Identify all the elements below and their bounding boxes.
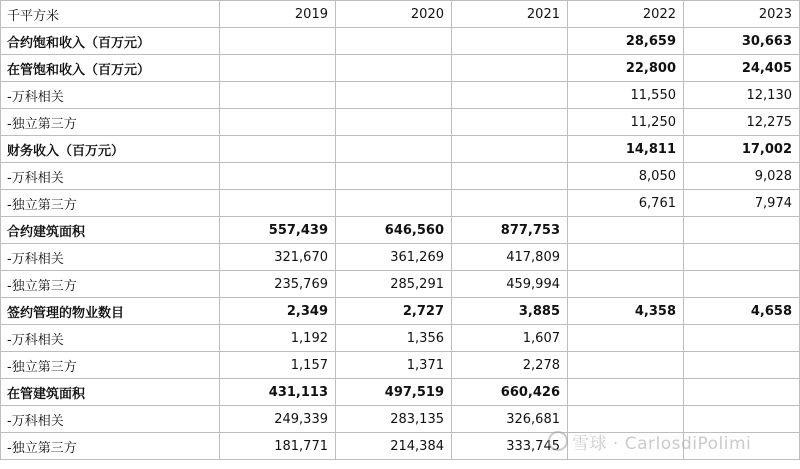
table-cell	[568, 433, 684, 460]
table-cell: 2,349	[220, 298, 336, 325]
table-cell	[568, 325, 684, 352]
table-cell: 8,050	[568, 163, 684, 190]
row-label: -万科相关	[1, 82, 220, 109]
table-cell	[336, 109, 452, 136]
table-cell: 283,135	[336, 406, 452, 433]
table-cell	[452, 55, 568, 82]
table-row	[1, 352, 800, 379]
table-cell	[684, 406, 800, 433]
table-cell: 1,157	[220, 352, 336, 379]
table-cell: 1,356	[336, 325, 452, 352]
table-row	[1, 244, 800, 271]
table-cell: 24,405	[684, 55, 800, 82]
table-cell: 326,681	[452, 406, 568, 433]
table-cell: 431,113	[220, 379, 336, 406]
table-cell	[568, 379, 684, 406]
table-cell	[336, 190, 452, 217]
table-cell: 1,607	[452, 325, 568, 352]
table-cell: 2,278	[452, 352, 568, 379]
year-header: 2020	[336, 1, 452, 28]
table-row	[1, 190, 800, 217]
table-cell	[452, 136, 568, 163]
header-row	[1, 1, 800, 28]
table-row	[1, 82, 800, 109]
row-label: -万科相关	[1, 163, 220, 190]
table-cell: 9,028	[684, 163, 800, 190]
year-header: 2019	[220, 1, 336, 28]
table-row	[1, 298, 800, 325]
table-cell: 646,560	[336, 217, 452, 244]
table-row	[1, 55, 800, 82]
table-cell: 321,670	[220, 244, 336, 271]
table-cell	[452, 28, 568, 55]
table-cell	[220, 136, 336, 163]
table-cell	[336, 82, 452, 109]
table-cell	[452, 190, 568, 217]
row-label: -独立第三方	[1, 271, 220, 298]
table-row	[1, 325, 800, 352]
table-cell	[568, 244, 684, 271]
table-cell: 1,371	[336, 352, 452, 379]
table-cell	[220, 109, 336, 136]
row-label: -万科相关	[1, 325, 220, 352]
table-cell	[568, 406, 684, 433]
table-cell	[684, 433, 800, 460]
table-cell	[336, 136, 452, 163]
table-cell: 361,269	[336, 244, 452, 271]
table-cell	[220, 190, 336, 217]
row-label: 财务收入（百万元）	[1, 136, 220, 163]
table-row	[1, 163, 800, 190]
table-cell: 497,519	[336, 379, 452, 406]
table-cell	[684, 217, 800, 244]
row-label: -独立第三方	[1, 352, 220, 379]
table-cell: 417,809	[452, 244, 568, 271]
table-row	[1, 406, 800, 433]
row-label: -万科相关	[1, 406, 220, 433]
table-cell: 14,811	[568, 136, 684, 163]
table-cell: 22,800	[568, 55, 684, 82]
table-cell: 6,761	[568, 190, 684, 217]
row-label: 合约饱和收入（百万元）	[1, 28, 220, 55]
table-cell: 3,885	[452, 298, 568, 325]
table-cell: 2,727	[336, 298, 452, 325]
table-row	[1, 379, 800, 406]
table-cell: 285,291	[336, 271, 452, 298]
table-cell	[452, 109, 568, 136]
row-label: -独立第三方	[1, 433, 220, 460]
table-cell: 877,753	[452, 217, 568, 244]
table-cell	[220, 82, 336, 109]
row-label: 在管饱和收入（百万元）	[1, 55, 220, 82]
table-cell: 11,550	[568, 82, 684, 109]
table-row	[1, 136, 800, 163]
table-cell: 235,769	[220, 271, 336, 298]
table-cell: 459,994	[452, 271, 568, 298]
table-row	[1, 217, 800, 244]
row-label: 签约管理的物业数目	[1, 298, 220, 325]
table-cell: 11,250	[568, 109, 684, 136]
year-header: 2022	[568, 1, 684, 28]
table-row	[1, 109, 800, 136]
year-header: 2023	[684, 1, 800, 28]
table-cell: 214,384	[336, 433, 452, 460]
table-cell: 7,974	[684, 190, 800, 217]
row-label: -万科相关	[1, 244, 220, 271]
table-cell: 249,339	[220, 406, 336, 433]
year-header: 2021	[452, 1, 568, 28]
table-cell	[220, 163, 336, 190]
table-cell	[220, 28, 336, 55]
table-row	[1, 28, 800, 55]
unit-label: 千平方米	[1, 1, 220, 28]
table-cell	[684, 271, 800, 298]
table-cell	[452, 163, 568, 190]
table-cell	[336, 28, 452, 55]
table-cell: 4,358	[568, 298, 684, 325]
watermark-text: 雪球 · CarlosdiPolimi	[572, 434, 752, 454]
row-label: 在管建筑面积	[1, 379, 220, 406]
table-cell	[568, 271, 684, 298]
table-cell	[336, 163, 452, 190]
table-cell	[684, 379, 800, 406]
table-cell: 333,745	[452, 433, 568, 460]
table-cell: 1,192	[220, 325, 336, 352]
table-cell: 30,663	[684, 28, 800, 55]
table-cell: 28,659	[568, 28, 684, 55]
table-cell	[452, 82, 568, 109]
table-cell: 12,130	[684, 82, 800, 109]
row-label: 合约建筑面积	[1, 217, 220, 244]
table-row	[1, 433, 800, 460]
table-row	[1, 271, 800, 298]
table-cell: 4,658	[684, 298, 800, 325]
table-cell: 181,771	[220, 433, 336, 460]
row-label: -独立第三方	[1, 190, 220, 217]
table-cell	[684, 325, 800, 352]
table-cell	[568, 217, 684, 244]
table-cell: 557,439	[220, 217, 336, 244]
table-cell: 12,275	[684, 109, 800, 136]
table-cell: 660,426	[452, 379, 568, 406]
row-label: -独立第三方	[1, 109, 220, 136]
table-cell	[568, 352, 684, 379]
table-cell	[336, 55, 452, 82]
table-cell	[220, 55, 336, 82]
table-cell: 17,002	[684, 136, 800, 163]
table-cell	[684, 244, 800, 271]
table-cell	[684, 352, 800, 379]
